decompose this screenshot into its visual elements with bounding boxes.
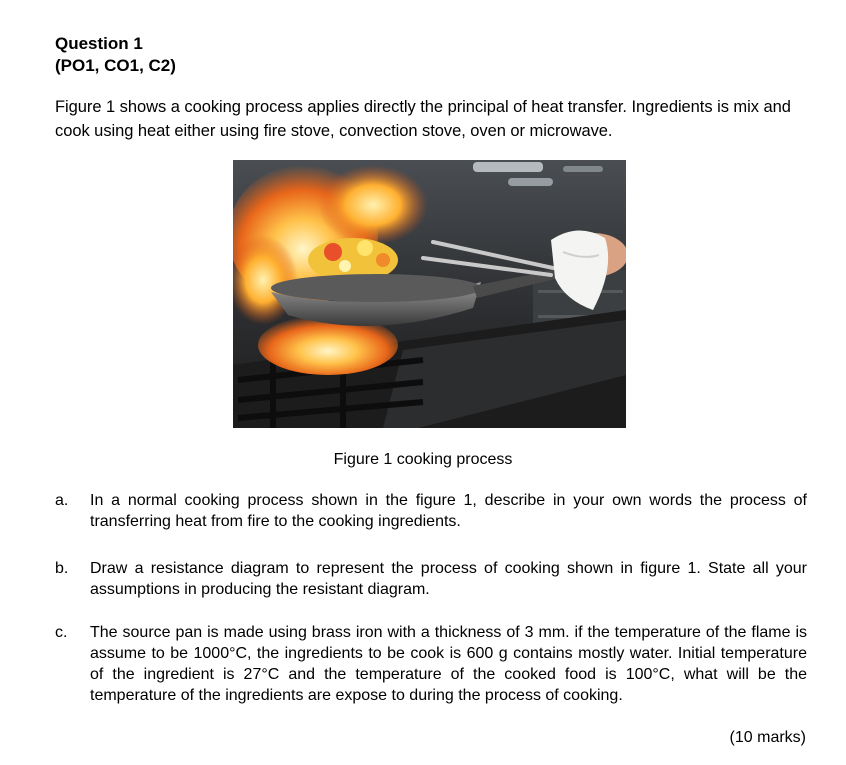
marks-label: (10 marks) [729,729,806,746]
question-part-c [55,622,807,706]
part-marker: c. [55,624,68,641]
part-text: Draw a resistance diagram to represent the process of cooking shown in figure 1. State all your assumptions in producing the resistant diagram. [90,560,807,598]
question-title: Question 1 [55,34,143,53]
figure-caption: Figure 1 cooking process [333,451,513,468]
question-codes: (PO1, CO1, C2) [55,56,176,75]
part-text: The source pan is made using brass iron with a thickness of 3 mm. if the temperature of the flame is assume to be 1000°C, the ingredients to be cook is 600 g contains mostly water. Initial temperature of the ingredient is 27°C and the temperature of the cooked food is 100°C, what will be the temperature of the ingredients are expose to during the process of cooking. [90,624,807,704]
figure-photo [233,160,626,428]
question-intro: Figure 1 shows a cooking process applies directly the principal of heat transfer. Ingredients is mix and cook using heat either using fire stove, convection stove, oven or microwave. [55,98,791,140]
part-marker: b. [55,560,69,577]
part-marker: a. [55,492,69,509]
part-text: In a normal cooking process shown in the figure 1, describe in your own words the process of transferring heat from fire to the cooking ingredients. [90,492,807,530]
question-part-b [55,558,807,600]
question-part-a [55,490,807,532]
